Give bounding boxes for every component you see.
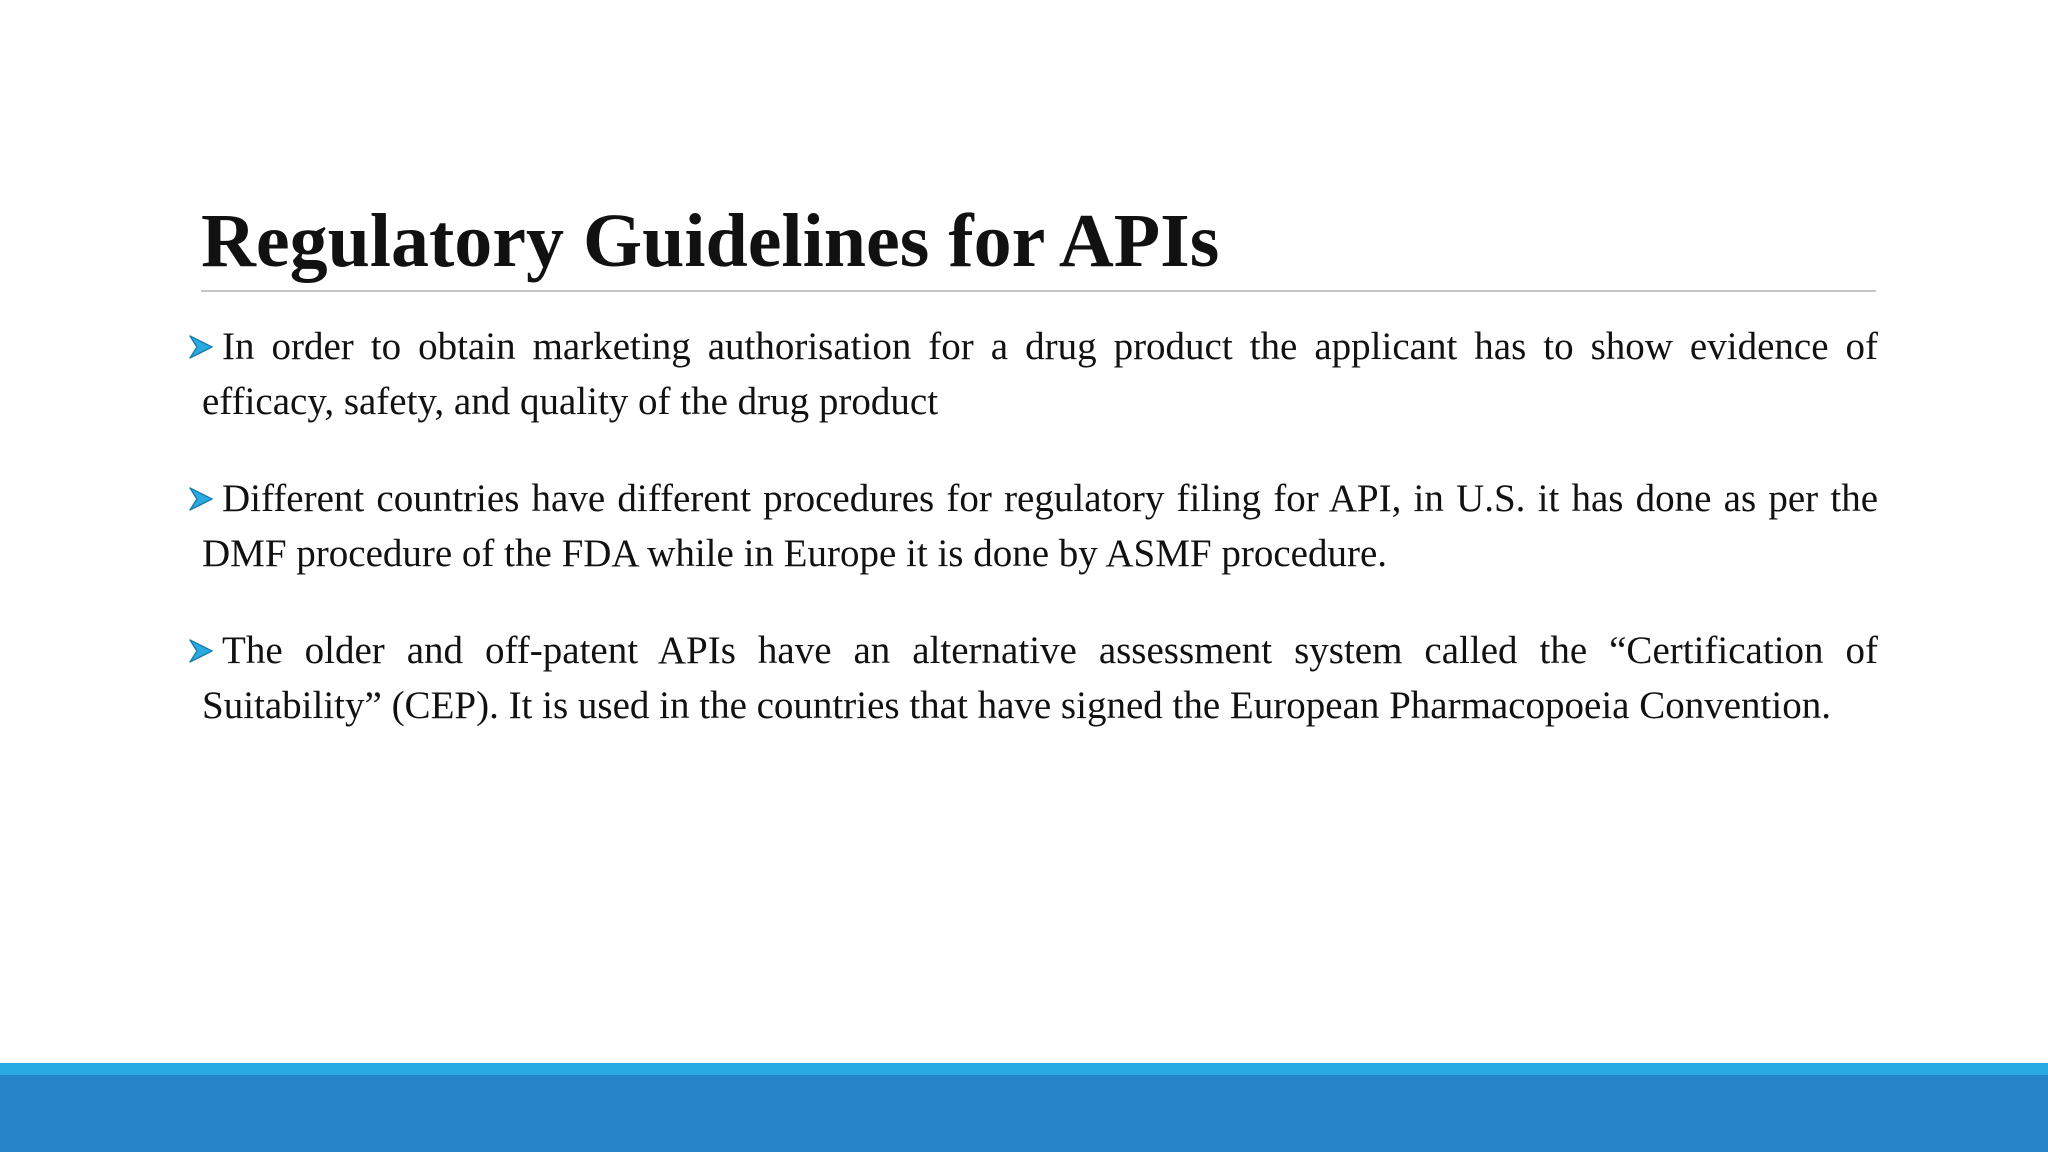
bullet-text: In order to obtain marketing authorisation for a drug product the applicant has to show evidence of efficacy, safety, and quality of the drug product xyxy=(202,325,1878,423)
slide-title: Regulatory Guidelines for APIs xyxy=(201,199,1220,283)
bullet-item xyxy=(190,319,1878,429)
bullet-text: The older and off-patent APIs have an alternative assessment system called the “Certification of Suitability” (CEP). It is used in the countries that have signed the European Pharmacopoeia Convention. xyxy=(202,629,1878,727)
footer-bar xyxy=(0,1075,2048,1152)
arrowhead-icon xyxy=(188,638,214,664)
arrowhead-icon xyxy=(188,334,214,360)
title-divider xyxy=(201,290,1876,292)
arrowhead-icon xyxy=(188,486,214,512)
bullet-item xyxy=(190,623,1878,733)
bullet-item xyxy=(190,471,1878,581)
footer-accent-stripe xyxy=(0,1063,2048,1075)
bullet-list xyxy=(190,319,1878,775)
bullet-text: Different countries have different procedures for regulatory filing for API, in U.S. it has done as per the DMF procedure of the FDA while in Europe it is done by ASMF procedure. xyxy=(202,477,1878,575)
